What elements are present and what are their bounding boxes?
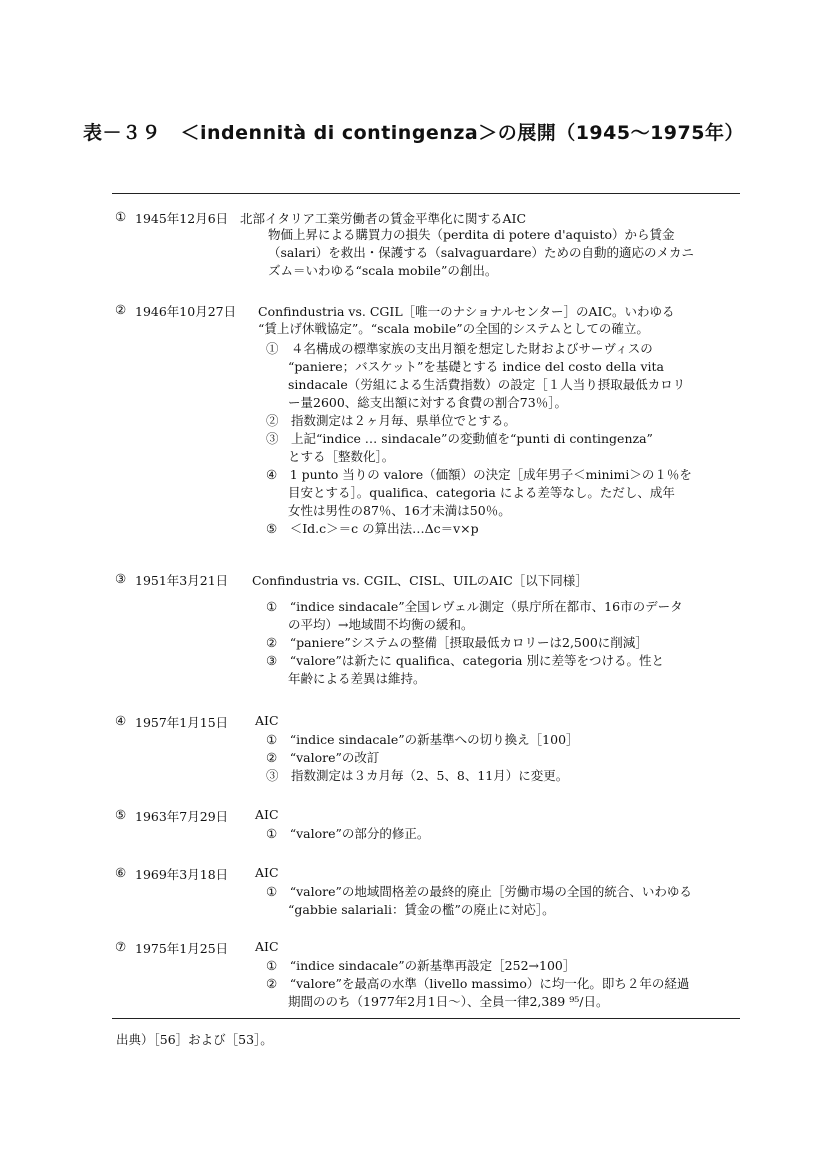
sub-item-line: 年齢による差異は維持。 [288,671,426,686]
sub-item-line: ① “valore”の部分的修正。 [266,826,430,841]
entry-line: ズム＝いわゆる“scala mobile”の創出。 [268,263,498,278]
entry-date: 1969年3月18日 [135,867,229,882]
entry-heading: AIC [255,713,279,728]
sub-item-line: ② “valore”の改訂 [266,750,380,765]
entry-heading: Confindustria vs. CGIL、CISL、UILのAIC［以下同様］ [252,573,588,588]
sub-item-line: ⑤ ＜Id.c＞＝c の算出法…Δc＝v×p [266,521,479,536]
sub-item-line: の平均）→地域間不均衡の緩和。 [288,617,474,632]
entry-number: ④ [115,713,127,728]
entry-line: （salari）を救出・保護する（salvaguardare）ための自動的適応のメカニ [268,245,694,260]
sub-item-line: ③ “valore”は新たに qualifica、categoria 別に差等をつける。性と [266,653,664,668]
entry-date: 1945年12月6日 [135,211,229,226]
sub-item-line: “paniere；バスケット”を基礎とする indice del costo della vita [288,359,665,374]
sub-item-line: 女性は男性の87％、16才未満は50％。 [288,503,511,518]
entry-date: 1963年7月29日 [135,809,229,824]
sub-item-line: ① ４名構成の標準家族の支出月額を想定した財およびサーヴィスの [266,341,653,356]
sub-item-line: 目安とする］。qualifica、categoria による差等なし。ただし、成年 [288,485,675,500]
sub-item-line: ③ 上記“indice … sindacale”の変動値を“punti di contingenza” [266,431,653,446]
entry-number: ② [115,302,127,317]
entry-heading: AIC [255,865,279,880]
entry-number: ③ [115,571,127,586]
entry-date: 1951年3月21日 [135,573,229,588]
page-title: 表－３９ ＜indennità di contingenza＞の展開（1945～1975年） [83,122,744,144]
entry-date: 1957年1月15日 [135,715,229,730]
entry-number: ① [115,209,127,224]
sub-item-line: “gabbie salariali：賃金の檻”の廃止に対応］。 [288,902,555,917]
entry-heading: 北部イタリア工業労働者の賃金平準化に関するAIC [240,211,527,226]
top-rule [112,193,740,194]
bottom-rule [112,1018,740,1019]
sub-item-line: ④ 1 punto 当りの valore（価額）の決定［成年男子＜minimi＞の１％を [266,467,692,482]
sub-item-line: ① “valore”の地域間格差の最終的廃止［労働市場の全国的統合、いわゆる [266,884,692,899]
sub-item-line: ② “paniere”システムの整備［摂取最低カロリーは2,500に削減］ [266,635,648,650]
sub-item-line: ② “valore”を最高の水準（livello massimo）に均一化。即ち２年の経過 [266,976,690,991]
sub-item-line: とする［整数化］。 [288,449,395,464]
entry-heading: Confindustria vs. CGIL［唯一のナショナルセンター］のAIC。いわゆる [258,304,675,319]
sub-item-line: ③ 指数測定は３カ月毎（2、5、8、11月）に変更。 [266,768,569,783]
sub-item-line: sindacale（労組による生活費指数）の設定［１人当り摂取最低カロリ [288,377,686,392]
entry-date: 1946年10月27日 [135,304,237,319]
entry-line: 物価上昇による購買力の損失（perdita di potere d'aquisto）から賃金 [268,227,675,242]
entry-date: 1975年1月25日 [135,941,229,956]
source-note: 出典）［56］および［53］。 [116,1032,273,1047]
sub-item-line: ① “indice sindacale”の新基準への切り換え［100］ [266,732,579,747]
sub-item-line: ① “indice sindacale”の新基準再設定［252→100］ [266,958,576,973]
entry-line: “賃上げ休戦協定”。“scala mobile”の全国的システムとしての確立。 [258,321,649,336]
sub-item-line: ② 指数測定は２ヶ月毎、県単位でとする。 [266,413,517,428]
entry-heading: AIC [255,807,279,822]
entry-heading: AIC [255,939,279,954]
entry-number: ⑤ [115,807,127,822]
sub-item-line: ー量2600、総支出額に対する食費の割合73％］。 [288,395,567,410]
sub-item-line: 期間ののち（1977年2月1日～）、全員一律2,389 ⁹⁵/日。 [288,994,609,1009]
entry-number: ⑦ [115,939,127,954]
entry-number: ⑥ [115,865,127,880]
sub-item-line: ① “indice sindacale”全国レヴェル測定（県庁所在都市、16市のデータ [266,599,683,614]
